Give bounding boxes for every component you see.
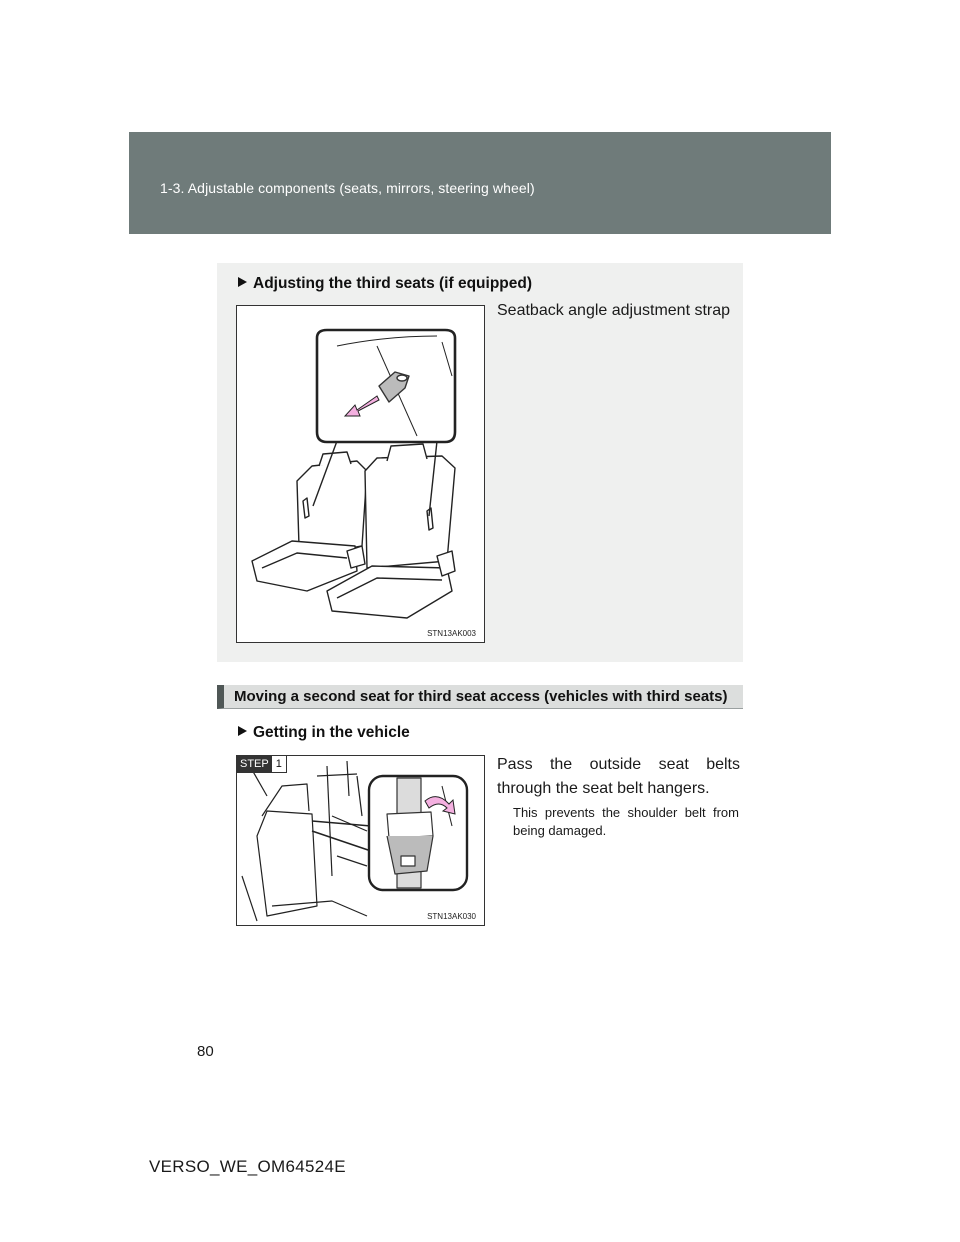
page-number: 80 [197, 1043, 214, 1060]
bullet-triangle-icon [237, 724, 249, 742]
getting-in-heading [237, 724, 410, 742]
step-label: STEP [237, 756, 272, 772]
third-seats-heading [237, 275, 532, 293]
step-1-instruction: Pass the outside seat belts through the seat belt hangers. [497, 756, 740, 797]
bullet-triangle-icon [237, 275, 249, 293]
step-1-note: This prevents the shoulder belt from being damaged. [513, 805, 739, 838]
seat-belt-hanger-illustration [236, 755, 485, 926]
document-code: VERSO_WE_OM64524E [149, 1157, 346, 1176]
third-seats-description: Seatback angle adjustment strap [497, 302, 731, 319]
section-title: Moving a second seat for third seat access (vehicles with third seats) [234, 688, 728, 705]
figure-code: STN13AK003 [427, 629, 476, 638]
figure-code: STN13AK030 [427, 912, 476, 921]
section-breadcrumb: 1-3. Adjustable components (seats, mirrors, steering wheel) [160, 180, 535, 196]
third-seats-illustration [236, 305, 485, 643]
section-heading-bar [217, 685, 743, 709]
step-badge [237, 756, 287, 773]
step-number: 1 [275, 758, 282, 770]
getting-in-title: Getting in the vehicle [253, 724, 410, 741]
third-seats-title: Adjusting the third seats (if equipped) [253, 275, 532, 292]
